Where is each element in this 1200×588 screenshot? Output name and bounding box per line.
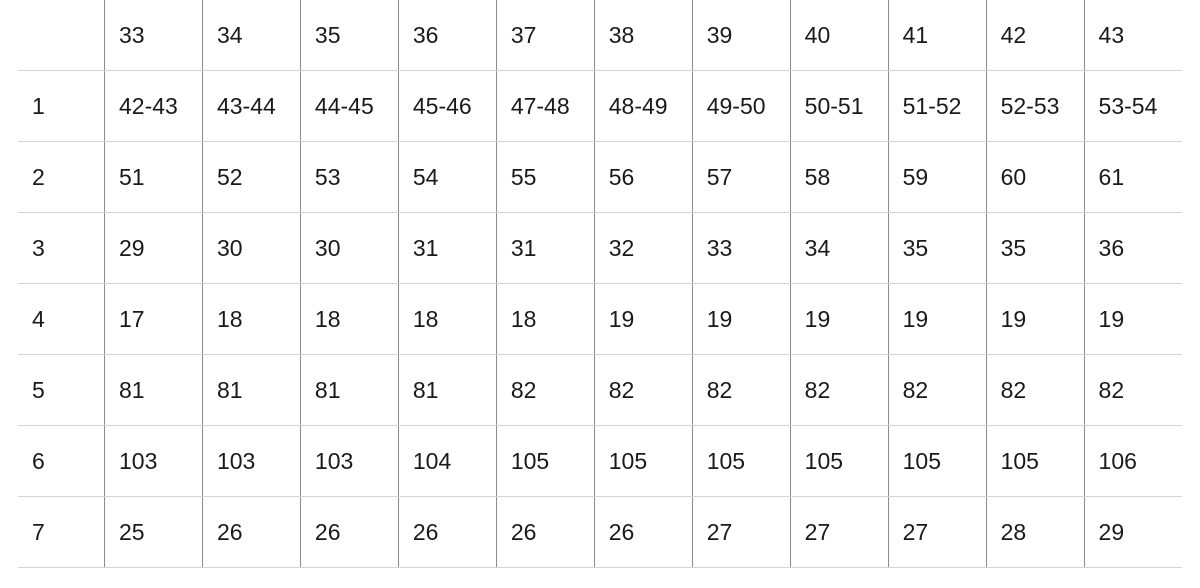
table-cell: 82 xyxy=(1084,355,1182,426)
row-header-cell: 4 xyxy=(18,284,105,355)
table-cell: 26 xyxy=(594,497,692,568)
table-cell: 18 xyxy=(300,284,398,355)
table-cell: 18 xyxy=(496,284,594,355)
table-cell: 18 xyxy=(398,284,496,355)
data-table xyxy=(18,0,1182,568)
table-cell: 82 xyxy=(692,355,790,426)
table-cell: 32 xyxy=(594,213,692,284)
table-cell: 19 xyxy=(888,284,986,355)
column-header-cell: 37 xyxy=(496,0,594,71)
table-cell: 103 xyxy=(202,426,300,497)
table-cell: 27 xyxy=(790,497,888,568)
table-row xyxy=(18,284,1182,355)
table-cell: 29 xyxy=(105,213,203,284)
table-cell: 82 xyxy=(594,355,692,426)
table-corner-cell xyxy=(18,0,105,71)
table-row xyxy=(18,497,1182,568)
row-header-cell: 7 xyxy=(18,497,105,568)
table-cell: 82 xyxy=(790,355,888,426)
table-cell: 49-50 xyxy=(692,71,790,142)
table-cell: 104 xyxy=(398,426,496,497)
table-cell: 103 xyxy=(300,426,398,497)
table-row xyxy=(18,426,1182,497)
table-cell: 105 xyxy=(790,426,888,497)
table-cell: 26 xyxy=(300,497,398,568)
table-cell: 53 xyxy=(300,142,398,213)
row-header-cell: 2 xyxy=(18,142,105,213)
table-cell: 19 xyxy=(790,284,888,355)
table-cell: 61 xyxy=(1084,142,1182,213)
table-cell: 18 xyxy=(202,284,300,355)
table-cell: 50-51 xyxy=(790,71,888,142)
table-cell: 59 xyxy=(888,142,986,213)
column-header-cell: 36 xyxy=(398,0,496,71)
table-cell: 42-43 xyxy=(105,71,203,142)
table-cell: 26 xyxy=(202,497,300,568)
table-cell: 81 xyxy=(398,355,496,426)
table-cell: 33 xyxy=(692,213,790,284)
table-cell: 19 xyxy=(1084,284,1182,355)
table-cell: 103 xyxy=(105,426,203,497)
row-header-cell: 5 xyxy=(18,355,105,426)
table-cell: 31 xyxy=(398,213,496,284)
column-header-cell: 43 xyxy=(1084,0,1182,71)
table-cell: 30 xyxy=(202,213,300,284)
table-cell: 51 xyxy=(105,142,203,213)
table-cell: 19 xyxy=(594,284,692,355)
table-cell: 57 xyxy=(692,142,790,213)
table-cell: 81 xyxy=(105,355,203,426)
table-cell: 55 xyxy=(496,142,594,213)
table-header-row xyxy=(18,0,1182,71)
table-cell: 82 xyxy=(888,355,986,426)
table-cell: 25 xyxy=(105,497,203,568)
table-cell: 47-48 xyxy=(496,71,594,142)
column-header-cell: 33 xyxy=(105,0,203,71)
table-cell: 26 xyxy=(398,497,496,568)
table-cell: 28 xyxy=(986,497,1084,568)
table-cell: 53-54 xyxy=(1084,71,1182,142)
column-header-cell: 34 xyxy=(202,0,300,71)
table-cell: 19 xyxy=(692,284,790,355)
table-cell: 105 xyxy=(986,426,1084,497)
table-cell: 105 xyxy=(496,426,594,497)
table-cell: 54 xyxy=(398,142,496,213)
table-body xyxy=(18,71,1182,568)
column-header-cell: 35 xyxy=(300,0,398,71)
table-header xyxy=(18,0,1182,71)
table-row xyxy=(18,71,1182,142)
row-header-cell: 3 xyxy=(18,213,105,284)
table-cell: 31 xyxy=(496,213,594,284)
column-header-cell: 38 xyxy=(594,0,692,71)
row-header-cell: 6 xyxy=(18,426,105,497)
table-cell: 27 xyxy=(888,497,986,568)
table-cell: 36 xyxy=(1084,213,1182,284)
table-cell: 34 xyxy=(790,213,888,284)
table-cell: 106 xyxy=(1084,426,1182,497)
table-cell: 35 xyxy=(986,213,1084,284)
column-header-cell: 40 xyxy=(790,0,888,71)
table-cell: 105 xyxy=(888,426,986,497)
table-cell: 17 xyxy=(105,284,203,355)
table-cell: 30 xyxy=(300,213,398,284)
table-cell: 45-46 xyxy=(398,71,496,142)
table-cell: 105 xyxy=(692,426,790,497)
table-cell: 27 xyxy=(692,497,790,568)
table-cell: 58 xyxy=(790,142,888,213)
table-cell: 56 xyxy=(594,142,692,213)
table-cell: 35 xyxy=(888,213,986,284)
table-cell: 29 xyxy=(1084,497,1182,568)
column-header-cell: 41 xyxy=(888,0,986,71)
table-row xyxy=(18,213,1182,284)
table-cell: 105 xyxy=(594,426,692,497)
table-cell: 44-45 xyxy=(300,71,398,142)
row-header-cell: 1 xyxy=(18,71,105,142)
column-header-cell: 39 xyxy=(692,0,790,71)
table-cell: 19 xyxy=(986,284,1084,355)
table-row xyxy=(18,355,1182,426)
table-row xyxy=(18,142,1182,213)
table-cell: 82 xyxy=(496,355,594,426)
table-cell: 43-44 xyxy=(202,71,300,142)
table-cell: 81 xyxy=(202,355,300,426)
column-header-cell: 42 xyxy=(986,0,1084,71)
table-cell: 52 xyxy=(202,142,300,213)
table-cell: 52-53 xyxy=(986,71,1084,142)
table-cell: 82 xyxy=(986,355,1084,426)
table-cell: 26 xyxy=(496,497,594,568)
table-cell: 51-52 xyxy=(888,71,986,142)
table-cell: 60 xyxy=(986,142,1084,213)
table-cell: 48-49 xyxy=(594,71,692,142)
table-cell: 81 xyxy=(300,355,398,426)
